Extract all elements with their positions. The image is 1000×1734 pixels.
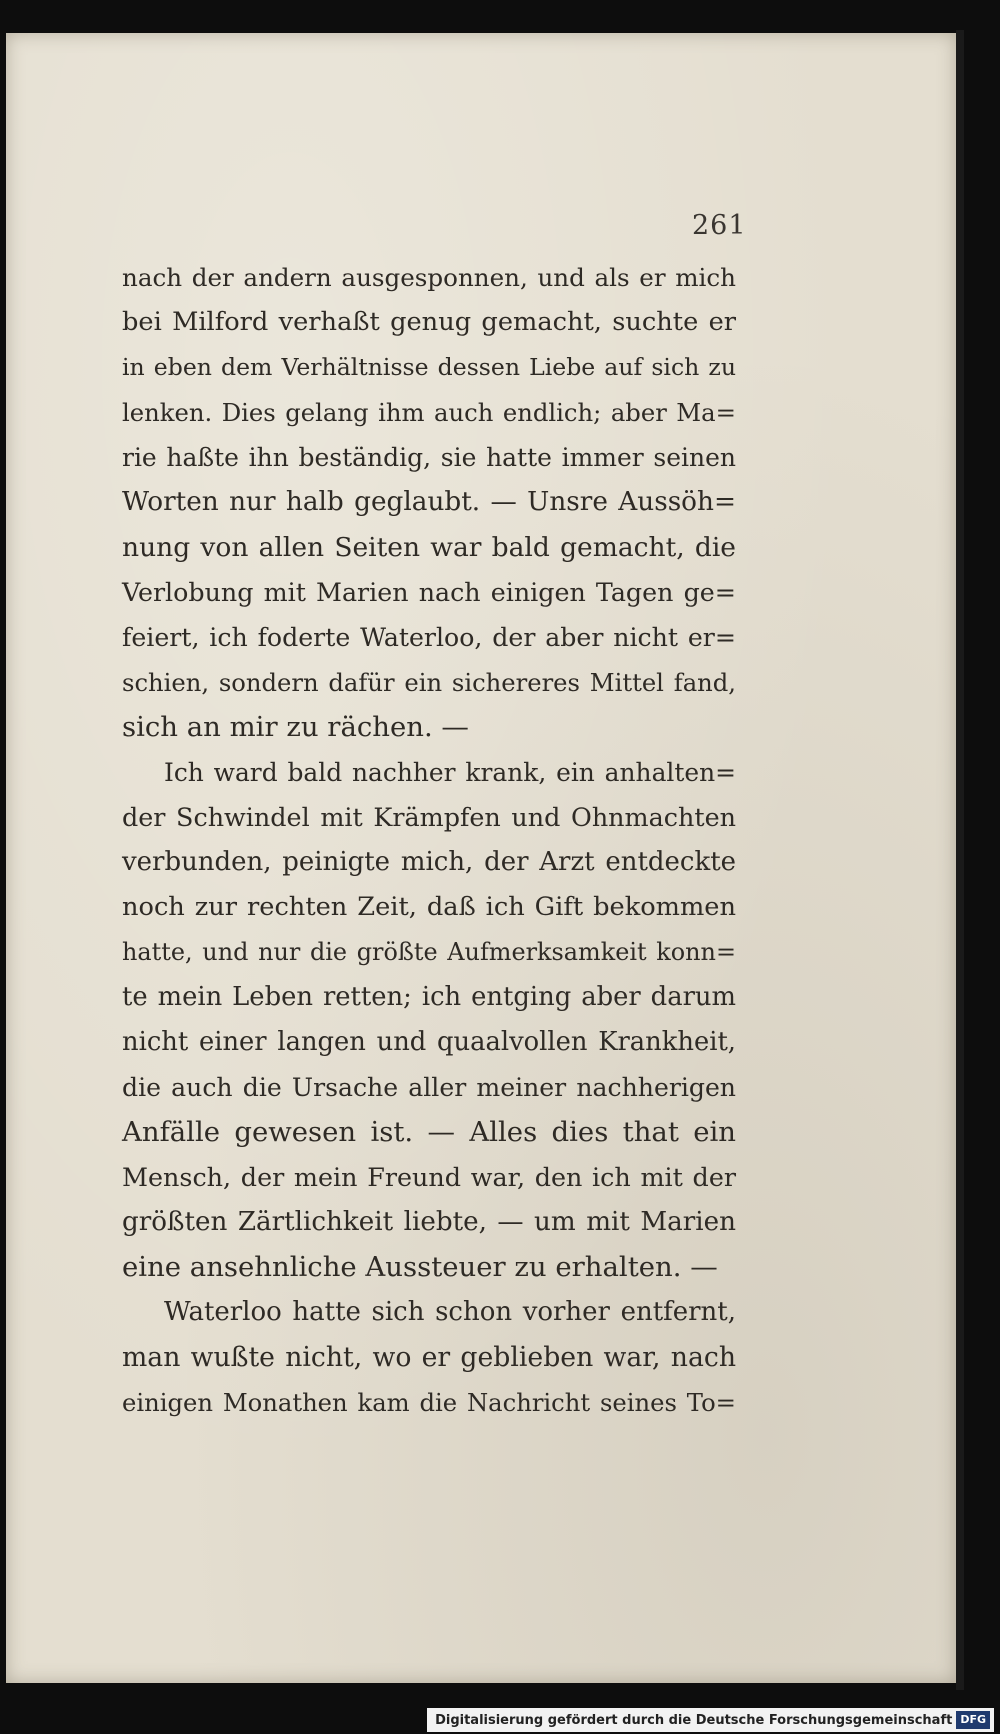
text-line: schien, sondern dafür ein sichereres Mittel fand, [122, 668, 736, 697]
book-page [6, 33, 956, 1683]
text-line: Worten nur halb geglaubt. — Unsre Aussöh= [122, 487, 736, 517]
text-line: sich an mir zu rächen. — [122, 711, 469, 743]
text-line: Mensch, der mein Freund war, den ich mit der [122, 1162, 736, 1192]
text-line: te mein Leben retten; ich entging aber darum [122, 982, 736, 1012]
text-line: feiert, ich foderte Waterloo, der aber nicht er= [122, 623, 736, 652]
text-line: bei Milford verhaßt genug gemacht, suchte er [122, 307, 736, 337]
text-line: Verlobung mit Marien nach einigen Tagen ge= [122, 577, 736, 607]
text-line: größten Zärtlichkeit liebte, — um mit Marien [122, 1207, 736, 1237]
text-line: in eben dem Verhältnisse dessen Liebe auf sich zu [122, 353, 736, 381]
text-line: Ich ward bald nachher krank, ein anhalten= [164, 758, 736, 787]
page-text [122, 255, 736, 1425]
text-line: Waterloo hatte sich schon vorher entfernt, [164, 1297, 736, 1327]
dfg-logo: DFG [956, 1711, 990, 1729]
funding-notice: Digitalisierung gefördert durch die Deutsche Forschungsgemeinschaft [435, 1712, 953, 1728]
text-line: nach der andern ausgesponnen, und als er mich [122, 263, 736, 292]
digitization-footer [427, 1708, 994, 1732]
text-line: hatte, und nur die größte Aufmerksamkeit konn= [122, 938, 736, 966]
text-line: einigen Monathen kam die Nachricht seines To= [122, 1388, 736, 1417]
text-line: verbunden, peinigte mich, der Arzt entdeckte [122, 847, 736, 877]
text-line: die auch die Ursache aller meiner nachherigen [122, 1073, 736, 1102]
page-edge-shadow [956, 30, 964, 1690]
text-line: nicht einer langen und quaalvollen Krankheit, [122, 1027, 736, 1057]
text-line: Anfälle gewesen ist. — Alles dies that ein [122, 1116, 736, 1148]
text-line: lenken. Dies gelang ihm auch endlich; aber Ma= [122, 398, 736, 427]
text-line: rie haßte ihn beständig, sie hatte immer seinen [122, 443, 736, 472]
text-line: man wußte nicht, wo er geblieben war, nach [122, 1342, 736, 1373]
text-line: der Schwindel mit Krämpfen und Ohnmachten [122, 802, 736, 832]
text-line: eine ansehnliche Aussteuer zu erhalten. — [122, 1251, 718, 1283]
text-line: noch zur rechten Zeit, daß ich Gift bekommen [122, 892, 736, 922]
page-number: 261 [692, 210, 747, 241]
text-line: nung von allen Seiten war bald gemacht, die [122, 532, 736, 563]
